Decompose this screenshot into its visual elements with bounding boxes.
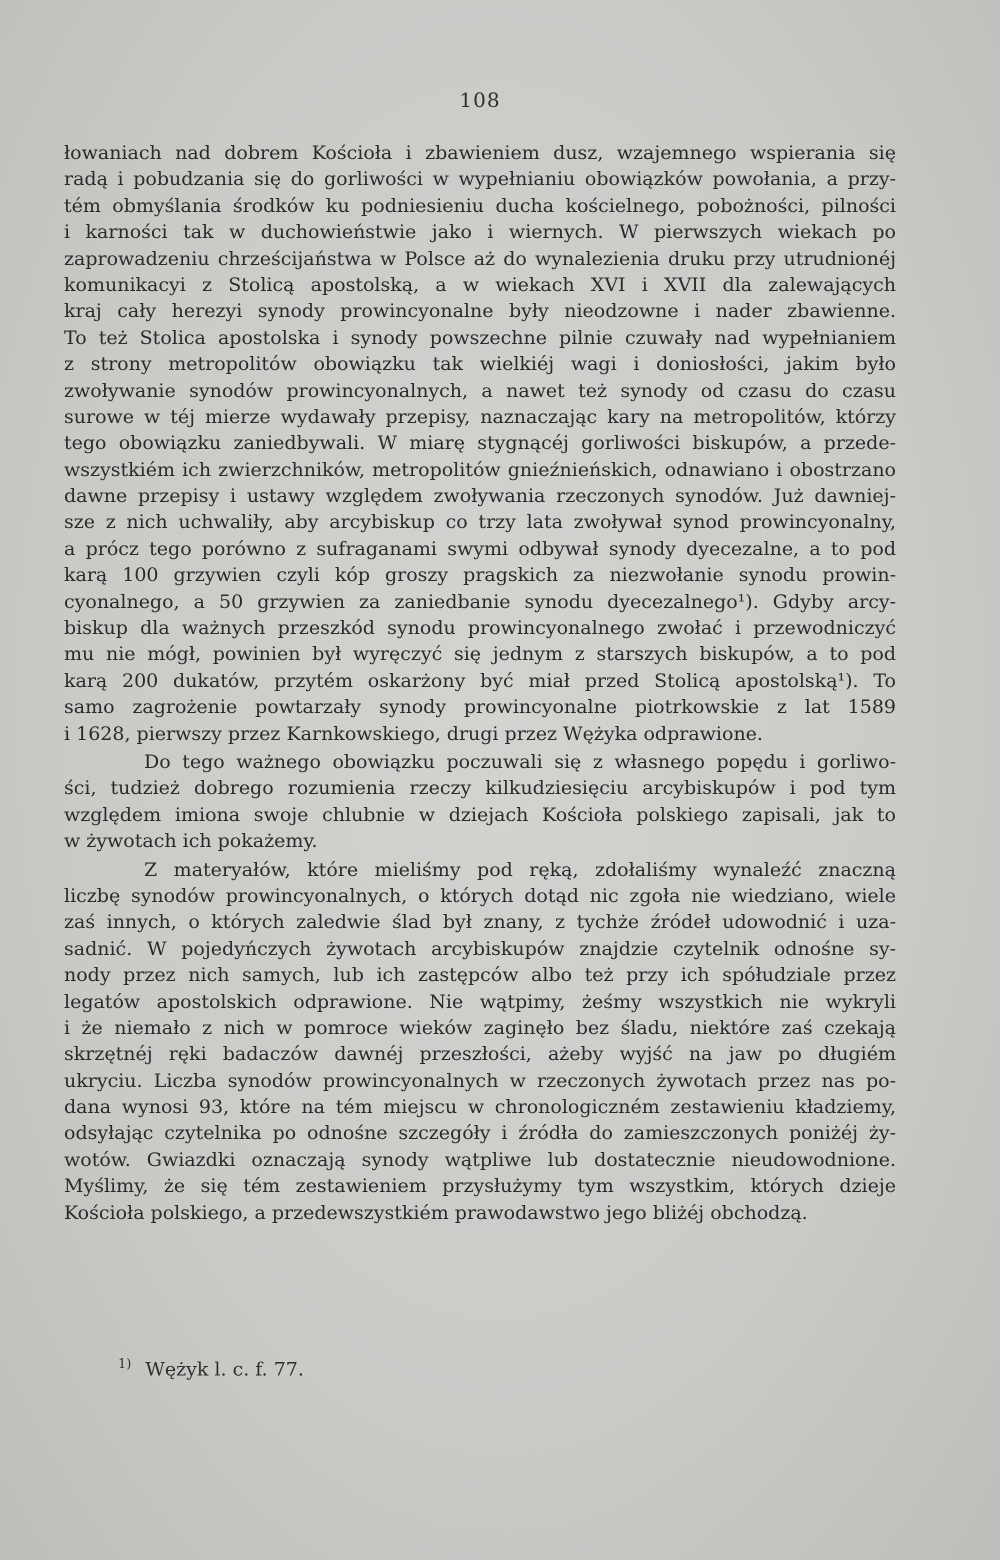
text-line: liczbę synodów prowincyonalnych, o których dotąd nic zgoła nie wiedziano, wiele	[64, 884, 896, 907]
text-line: i karności tak w duchowieństwie jako i wiernych. W pierwszych wiekach po	[64, 221, 896, 244]
text-line: karą 100 grzywien czyli kóp groszy pragskich za niezwołanie synodu prowin-	[64, 564, 896, 587]
text-line: ści, tudzież dobrego rozumienia rzeczy kilkudziesięciu arcybiskupów i pod tym	[64, 777, 896, 800]
text-line: dawne przepisy i ustawy względem zwoływania rzeczonych synodów. Już dawniej-	[64, 485, 896, 508]
footnote-text: Wężyk l. c. f. 77.	[145, 1358, 304, 1381]
text-line: nody przez nich samych, lub ich zastępców albo też przy ich spółudziale przez	[64, 964, 896, 987]
text-line: surowe w téj mierze wydawały przepisy, naznaczając kary na metropolitów, którzy	[64, 405, 896, 428]
text-line: i że niemało z nich w pomroce wieków zaginęło bez śladu, niektóre zaś czekają	[64, 1016, 896, 1039]
text-line: legatów apostolskich odprawione. Nie wątpimy, żeśmy wszystkich nie wykryli	[64, 990, 896, 1013]
text-line: samo zagrożenie powtarzały synody prowincyonalne piotrkowskie z lat 1589	[64, 696, 896, 719]
text-line: Z materyałów, które mieliśmy pod ręką, zdołaliśmy wynaleźć znaczną	[144, 858, 896, 881]
text-line: a prócz tego porówno z sufraganami swymi odbywał synody dyecezalne, a to pod	[64, 537, 896, 560]
text-line: sze z nich uchwaliły, aby arcybiskup co trzy lata zwoływał synod prowincyonalny,	[64, 511, 896, 534]
text-line: z strony metropolitów obowiązku tak wielkiéj wagi i doniosłości, jakim było	[64, 353, 896, 376]
text-line: tego obowiązku zaniedbywali. W miarę stygnącéj gorliwości biskupów, a przede-	[64, 432, 896, 455]
text-line: odsyłając czytelnika po odnośne szczegóły i źródła do zamieszczonych poniżéj ży-	[64, 1122, 896, 1145]
paragraph-2	[64, 749, 896, 855]
text-line: Kościoła polskiego, a przedewszystkiém prawodawstwo jego bliżéj obchodzą.	[64, 1201, 808, 1224]
text-line: i 1628, pierwszy przez Karnkowskiego, drugi przez Wężyka odprawione.	[64, 722, 763, 745]
text-line: zaprowadzeniu chrześcijaństwa w Polsce aż do wynalezienia druku przy utrudnionéj	[64, 247, 896, 270]
text-line: Do tego ważnego obowiązku poczuwali się z własnego popędu i gorliwo-	[144, 750, 896, 773]
text-line: biskup dla ważnych przeszkód synodu prowincyonalnego zwołać i przewodniczyć	[64, 617, 896, 640]
text-line: względem imiona swoje chlubnie w dziejach Kościoła polskiego zapisali, jak to	[64, 803, 896, 826]
text-line: wotów. Gwiazdki oznaczają synody wątpliwe lub dostatecznie nieudowodnione.	[64, 1148, 896, 1171]
text-line: Myślimy, że się tém zestawieniem przysłużymy tym wszystkim, których dzieje	[64, 1175, 896, 1198]
text-line: radą i pobudzania się do gorliwości w wypełnianiu obowiązków powołania, a przy-	[64, 168, 896, 191]
text-line: skrzętnéj ręki badaczów dawnéj przeszłości, ażeby wyjść na jaw po długiém	[64, 1043, 896, 1066]
footnote	[118, 1352, 304, 1382]
text-line: tém obmyślania środków ku podniesieniu ducha kościelnego, pobożności, pilności	[64, 194, 896, 217]
text-line: ukryciu. Liczba synodów prowincyonalnych w rzeczonych żywotach przez nas po-	[64, 1069, 896, 1092]
paragraph-1	[64, 140, 896, 747]
text-line: wszystkiém ich zwierzchników, metropolitów gnieźnieńskich, odnawiano i obostrzano	[64, 458, 896, 481]
text-line: komunikacyi z Stolicą apostolską, a w wiekach XVI i XVII dla zalewających	[64, 273, 896, 296]
text-line: łowaniach nad dobrem Kościoła i zbawieniem dusz, wzajemnego wspierania się	[64, 142, 896, 164]
text-line: karą 200 dukatów, przytém oskarżony być miał przed Stolicą apostolską¹). To	[64, 669, 896, 692]
paragraph-3	[64, 857, 896, 1226]
text-line: kraj cały herezyi synody prowincyonalne były nieodzowne i nader zbawienne.	[64, 300, 896, 323]
text-line: cyonalnego, a 50 grzywien za zaniedbanie synodu dyecezalnego¹). Gdyby arcy-	[64, 590, 896, 613]
text-line: To też Stolica apostolska i synody powszechne pilnie czuwały nad wypełnianiem	[64, 326, 896, 349]
text-line: mu nie mógł, powinien był wyręczyć się jednym z starszych biskupów, a to pod	[64, 643, 896, 666]
text-line: w żywotach ich pokażemy.	[64, 830, 318, 853]
footnote-mark: 1)	[118, 1357, 132, 1372]
body-text	[64, 140, 896, 1226]
text-line: dana wynosi 93, które na tém miejscu w chronologiczném zestawieniu kładziemy,	[64, 1096, 896, 1119]
text-line: sadnić. W pojedyńczych żywotach arcybiskupów znajdzie czytelnik odnośne sy-	[64, 937, 896, 960]
text-line: zaś innych, o których zaledwie ślad był znany, z tychże źródeł udowodnić i uza-	[64, 911, 896, 934]
page-number: 108	[459, 88, 501, 112]
text-line: zwoływanie synodów prowincyonalnych, a nawet też synody od czasu do czasu	[64, 379, 896, 402]
